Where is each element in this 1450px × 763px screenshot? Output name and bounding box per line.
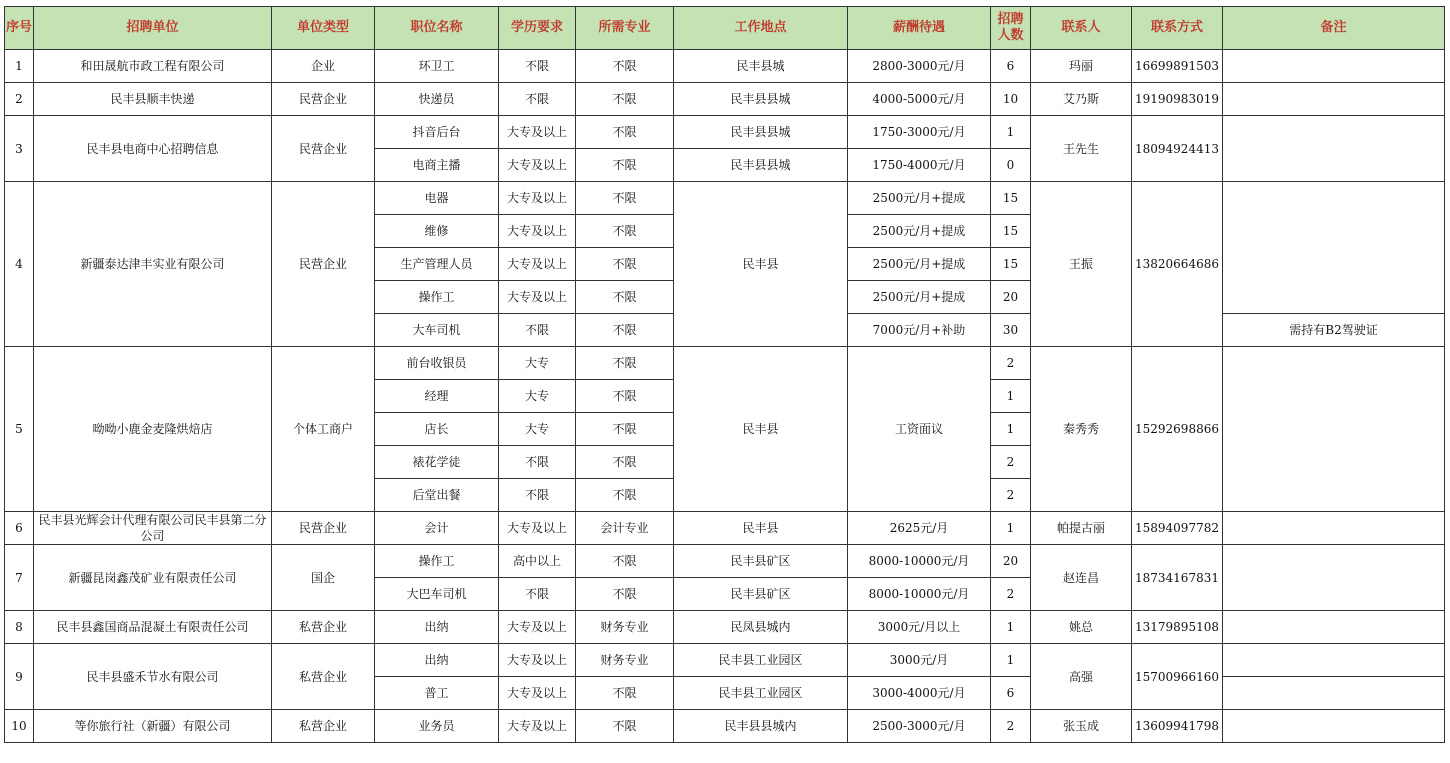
cell-remarks xyxy=(1222,611,1444,644)
cell-seq: 4 xyxy=(5,182,34,347)
header-employer: 招聘单位 xyxy=(34,7,272,50)
cell-salary: 工资面议 xyxy=(848,347,991,512)
cell-remarks xyxy=(1222,347,1444,512)
cell-seq: 3 xyxy=(5,116,34,182)
cell-contact-phone: 13179895108 xyxy=(1132,611,1223,644)
cell-contact-person: 姚总 xyxy=(1031,611,1132,644)
cell-contact-person: 张玉成 xyxy=(1031,710,1132,743)
cell-major: 不限 xyxy=(576,248,674,281)
cell-education: 大专及以上 xyxy=(499,281,576,314)
cell-headcount: 1 xyxy=(991,413,1031,446)
cell-headcount: 2 xyxy=(991,347,1031,380)
cell-location: 民丰县城 xyxy=(674,50,848,83)
cell-headcount: 20 xyxy=(991,545,1031,578)
cell-major: 不限 xyxy=(576,281,674,314)
cell-location: 民丰县 xyxy=(674,347,848,512)
cell-salary: 3000元/月 xyxy=(848,644,991,677)
cell-employer-type: 民营企业 xyxy=(272,116,375,182)
cell-location: 民丰县工业园区 xyxy=(674,677,848,710)
cell-position: 出纳 xyxy=(375,611,499,644)
header-seq: 序号 xyxy=(5,7,34,50)
cell-headcount: 20 xyxy=(991,281,1031,314)
cell-headcount: 10 xyxy=(991,83,1031,116)
recruitment-sheet xyxy=(4,6,1445,743)
cell-salary: 1750-4000元/月 xyxy=(848,149,991,182)
cell-location: 民丰县矿区 xyxy=(674,545,848,578)
cell-position: 维修 xyxy=(375,215,499,248)
cell-location: 民丰县县城 xyxy=(674,149,848,182)
cell-remarks xyxy=(1222,545,1444,611)
cell-major: 不限 xyxy=(576,182,674,215)
cell-position: 抖音后台 xyxy=(375,116,499,149)
cell-remarks xyxy=(1222,83,1444,116)
cell-salary: 2500-3000元/月 xyxy=(848,710,991,743)
cell-headcount: 2 xyxy=(991,446,1031,479)
cell-employer-type: 民营企业 xyxy=(272,182,375,347)
cell-remarks xyxy=(1222,710,1444,743)
cell-headcount: 15 xyxy=(991,215,1031,248)
cell-headcount: 1 xyxy=(991,380,1031,413)
cell-remarks xyxy=(1222,512,1444,545)
cell-location: 民丰县县城 xyxy=(674,83,848,116)
cell-position: 生产管理人员 xyxy=(375,248,499,281)
cell-position: 操作工 xyxy=(375,281,499,314)
cell-major: 不限 xyxy=(576,545,674,578)
cell-employer-type: 国企 xyxy=(272,545,375,611)
cell-major: 不限 xyxy=(576,215,674,248)
cell-contact-phone: 15700966160 xyxy=(1132,644,1223,710)
cell-salary: 4000-5000元/月 xyxy=(848,83,991,116)
cell-major: 财务专业 xyxy=(576,611,674,644)
cell-headcount: 1 xyxy=(991,116,1031,149)
cell-salary: 8000-10000元/月 xyxy=(848,578,991,611)
cell-location: 民丰县工业园区 xyxy=(674,644,848,677)
cell-seq: 1 xyxy=(5,50,34,83)
cell-position: 前台收银员 xyxy=(375,347,499,380)
cell-position: 普工 xyxy=(375,677,499,710)
cell-seq: 8 xyxy=(5,611,34,644)
cell-seq: 6 xyxy=(5,512,34,545)
cell-employer-type: 民营企业 xyxy=(272,83,375,116)
cell-education: 大专及以上 xyxy=(499,116,576,149)
cell-contact-person: 艾乃斯 xyxy=(1031,83,1132,116)
cell-contact-person: 王振 xyxy=(1031,182,1132,347)
cell-remarks xyxy=(1222,677,1444,710)
cell-headcount: 2 xyxy=(991,578,1031,611)
cell-contact-phone: 18734167831 xyxy=(1132,545,1223,611)
cell-salary: 2500元/月+提成 xyxy=(848,182,991,215)
table-row xyxy=(5,611,1445,644)
header-contact-phone: 联系方式 xyxy=(1132,7,1223,50)
cell-employer-type: 个体工商户 xyxy=(272,347,375,512)
header-location: 工作地点 xyxy=(674,7,848,50)
cell-contact-phone: 18094924413 xyxy=(1132,116,1223,182)
cell-salary: 8000-10000元/月 xyxy=(848,545,991,578)
cell-contact-phone: 15894097782 xyxy=(1132,512,1223,545)
cell-contact-phone: 13820664686 xyxy=(1132,182,1223,347)
cell-education: 大专及以上 xyxy=(499,710,576,743)
cell-major: 不限 xyxy=(576,446,674,479)
cell-headcount: 15 xyxy=(991,182,1031,215)
cell-remarks xyxy=(1222,182,1444,314)
cell-education: 不限 xyxy=(499,50,576,83)
cell-major: 不限 xyxy=(576,149,674,182)
cell-location: 民丰县矿区 xyxy=(674,578,848,611)
cell-major: 不限 xyxy=(576,677,674,710)
header-row xyxy=(5,7,1445,50)
cell-position: 会计 xyxy=(375,512,499,545)
cell-contact-person: 玛丽 xyxy=(1031,50,1132,83)
header-headcount: 招聘人数 xyxy=(991,7,1031,50)
cell-education: 大专及以上 xyxy=(499,644,576,677)
cell-position: 店长 xyxy=(375,413,499,446)
cell-salary: 7000元/月+补助 xyxy=(848,314,991,347)
cell-major: 不限 xyxy=(576,314,674,347)
cell-education: 大专及以上 xyxy=(499,215,576,248)
cell-contact-person: 秦秀秀 xyxy=(1031,347,1132,512)
header-education: 学历要求 xyxy=(499,7,576,50)
cell-employer-type: 企业 xyxy=(272,50,375,83)
cell-contact-person: 高强 xyxy=(1031,644,1132,710)
table-row xyxy=(5,347,1445,380)
cell-position: 电器 xyxy=(375,182,499,215)
table-row xyxy=(5,512,1445,545)
cell-employer: 呦呦小鹿金麦隆烘焙店 xyxy=(34,347,272,512)
cell-headcount: 0 xyxy=(991,149,1031,182)
cell-remarks xyxy=(1222,50,1444,83)
cell-seq: 9 xyxy=(5,644,34,710)
cell-employer-type: 私营企业 xyxy=(272,611,375,644)
cell-headcount: 1 xyxy=(991,512,1031,545)
cell-education: 大专及以上 xyxy=(499,512,576,545)
cell-major: 不限 xyxy=(576,116,674,149)
cell-position: 后堂出餐 xyxy=(375,479,499,512)
table-row xyxy=(5,83,1445,116)
cell-contact-person: 帕提古丽 xyxy=(1031,512,1132,545)
cell-salary: 3000-4000元/月 xyxy=(848,677,991,710)
header-contact-person: 联系人 xyxy=(1031,7,1132,50)
cell-salary: 2500元/月+提成 xyxy=(848,215,991,248)
cell-remarks xyxy=(1222,116,1444,182)
cell-remarks xyxy=(1222,644,1444,677)
cell-major: 财务专业 xyxy=(576,644,674,677)
header-major: 所需专业 xyxy=(576,7,674,50)
cell-salary: 2625元/月 xyxy=(848,512,991,545)
recruitment-table xyxy=(4,6,1445,743)
cell-education: 大专 xyxy=(499,380,576,413)
cell-headcount: 2 xyxy=(991,479,1031,512)
cell-salary: 2800-3000元/月 xyxy=(848,50,991,83)
cell-salary: 1750-3000元/月 xyxy=(848,116,991,149)
cell-contact-person: 王先生 xyxy=(1031,116,1132,182)
cell-headcount: 30 xyxy=(991,314,1031,347)
cell-major: 不限 xyxy=(576,380,674,413)
cell-location: 民丰县县城 xyxy=(674,116,848,149)
cell-major: 不限 xyxy=(576,479,674,512)
cell-employer-type: 民营企业 xyxy=(272,512,375,545)
cell-contact-phone: 16699891503 xyxy=(1132,50,1223,83)
header-employer-type: 单位类型 xyxy=(272,7,375,50)
cell-major: 不限 xyxy=(576,413,674,446)
cell-position: 裱花学徒 xyxy=(375,446,499,479)
cell-education: 大专 xyxy=(499,347,576,380)
table-row xyxy=(5,710,1445,743)
cell-headcount: 15 xyxy=(991,248,1031,281)
cell-education: 大专及以上 xyxy=(499,182,576,215)
cell-education: 不限 xyxy=(499,446,576,479)
cell-major: 不限 xyxy=(576,50,674,83)
cell-education: 大专及以上 xyxy=(499,149,576,182)
cell-headcount: 6 xyxy=(991,677,1031,710)
cell-headcount: 1 xyxy=(991,611,1031,644)
cell-employer: 新疆泰达津丰实业有限公司 xyxy=(34,182,272,347)
cell-contact-person: 赵连昌 xyxy=(1031,545,1132,611)
table-row xyxy=(5,116,1445,149)
cell-position: 快递员 xyxy=(375,83,499,116)
cell-salary: 2500元/月+提成 xyxy=(848,281,991,314)
cell-headcount: 1 xyxy=(991,644,1031,677)
cell-employer: 新疆昆岗鑫茂矿业有限责任公司 xyxy=(34,545,272,611)
cell-position: 操作工 xyxy=(375,545,499,578)
cell-position: 出纳 xyxy=(375,644,499,677)
cell-education: 大专及以上 xyxy=(499,677,576,710)
cell-position: 业务员 xyxy=(375,710,499,743)
table-row xyxy=(5,50,1445,83)
table-row xyxy=(5,644,1445,677)
cell-employer: 和田晟航市政工程有限公司 xyxy=(34,50,272,83)
cell-position: 环卫工 xyxy=(375,50,499,83)
cell-education: 高中以上 xyxy=(499,545,576,578)
cell-remarks: 需持有B2驾驶证 xyxy=(1222,314,1444,347)
cell-location: 民凤县城内 xyxy=(674,611,848,644)
cell-seq: 2 xyxy=(5,83,34,116)
cell-seq: 10 xyxy=(5,710,34,743)
cell-contact-phone: 15292698866 xyxy=(1132,347,1223,512)
cell-education: 不限 xyxy=(499,314,576,347)
cell-employer: 民丰县电商中心招聘信息 xyxy=(34,116,272,182)
cell-position: 电商主播 xyxy=(375,149,499,182)
cell-education: 大专及以上 xyxy=(499,611,576,644)
cell-position: 经理 xyxy=(375,380,499,413)
cell-major: 不限 xyxy=(576,578,674,611)
cell-employer-type: 私营企业 xyxy=(272,644,375,710)
cell-seq: 7 xyxy=(5,545,34,611)
cell-location: 民丰县 xyxy=(674,182,848,347)
cell-employer-type: 私营企业 xyxy=(272,710,375,743)
table-row xyxy=(5,545,1445,578)
cell-education: 大专及以上 xyxy=(499,248,576,281)
cell-education: 不限 xyxy=(499,479,576,512)
cell-major: 不限 xyxy=(576,710,674,743)
cell-major: 不限 xyxy=(576,83,674,116)
cell-education: 大专 xyxy=(499,413,576,446)
table-row xyxy=(5,182,1445,215)
cell-salary: 3000元/月以上 xyxy=(848,611,991,644)
cell-employer: 等你旅行社（新疆）有限公司 xyxy=(34,710,272,743)
cell-location: 民丰县 xyxy=(674,512,848,545)
cell-employer: 民丰县顺丰快递 xyxy=(34,83,272,116)
cell-headcount: 6 xyxy=(991,50,1031,83)
header-position: 职位名称 xyxy=(375,7,499,50)
cell-contact-phone: 13609941798 xyxy=(1132,710,1223,743)
cell-education: 不限 xyxy=(499,578,576,611)
header-salary: 薪酬待遇 xyxy=(848,7,991,50)
cell-major: 会计专业 xyxy=(576,512,674,545)
cell-education: 不限 xyxy=(499,83,576,116)
cell-position: 大巴车司机 xyxy=(375,578,499,611)
cell-location: 民丰县县城内 xyxy=(674,710,848,743)
cell-employer: 民丰县鑫国商品混凝土有限责任公司 xyxy=(34,611,272,644)
cell-employer: 民丰县光辉会计代理有限公司民丰县第二分公司 xyxy=(34,512,272,545)
cell-seq: 5 xyxy=(5,347,34,512)
cell-position: 大车司机 xyxy=(375,314,499,347)
cell-employer: 民丰县盛禾节水有限公司 xyxy=(34,644,272,710)
header-remarks: 备注 xyxy=(1222,7,1444,50)
cell-major: 不限 xyxy=(576,347,674,380)
cell-headcount: 2 xyxy=(991,710,1031,743)
cell-salary: 2500元/月+提成 xyxy=(848,248,991,281)
cell-contact-phone: 19190983019 xyxy=(1132,83,1223,116)
